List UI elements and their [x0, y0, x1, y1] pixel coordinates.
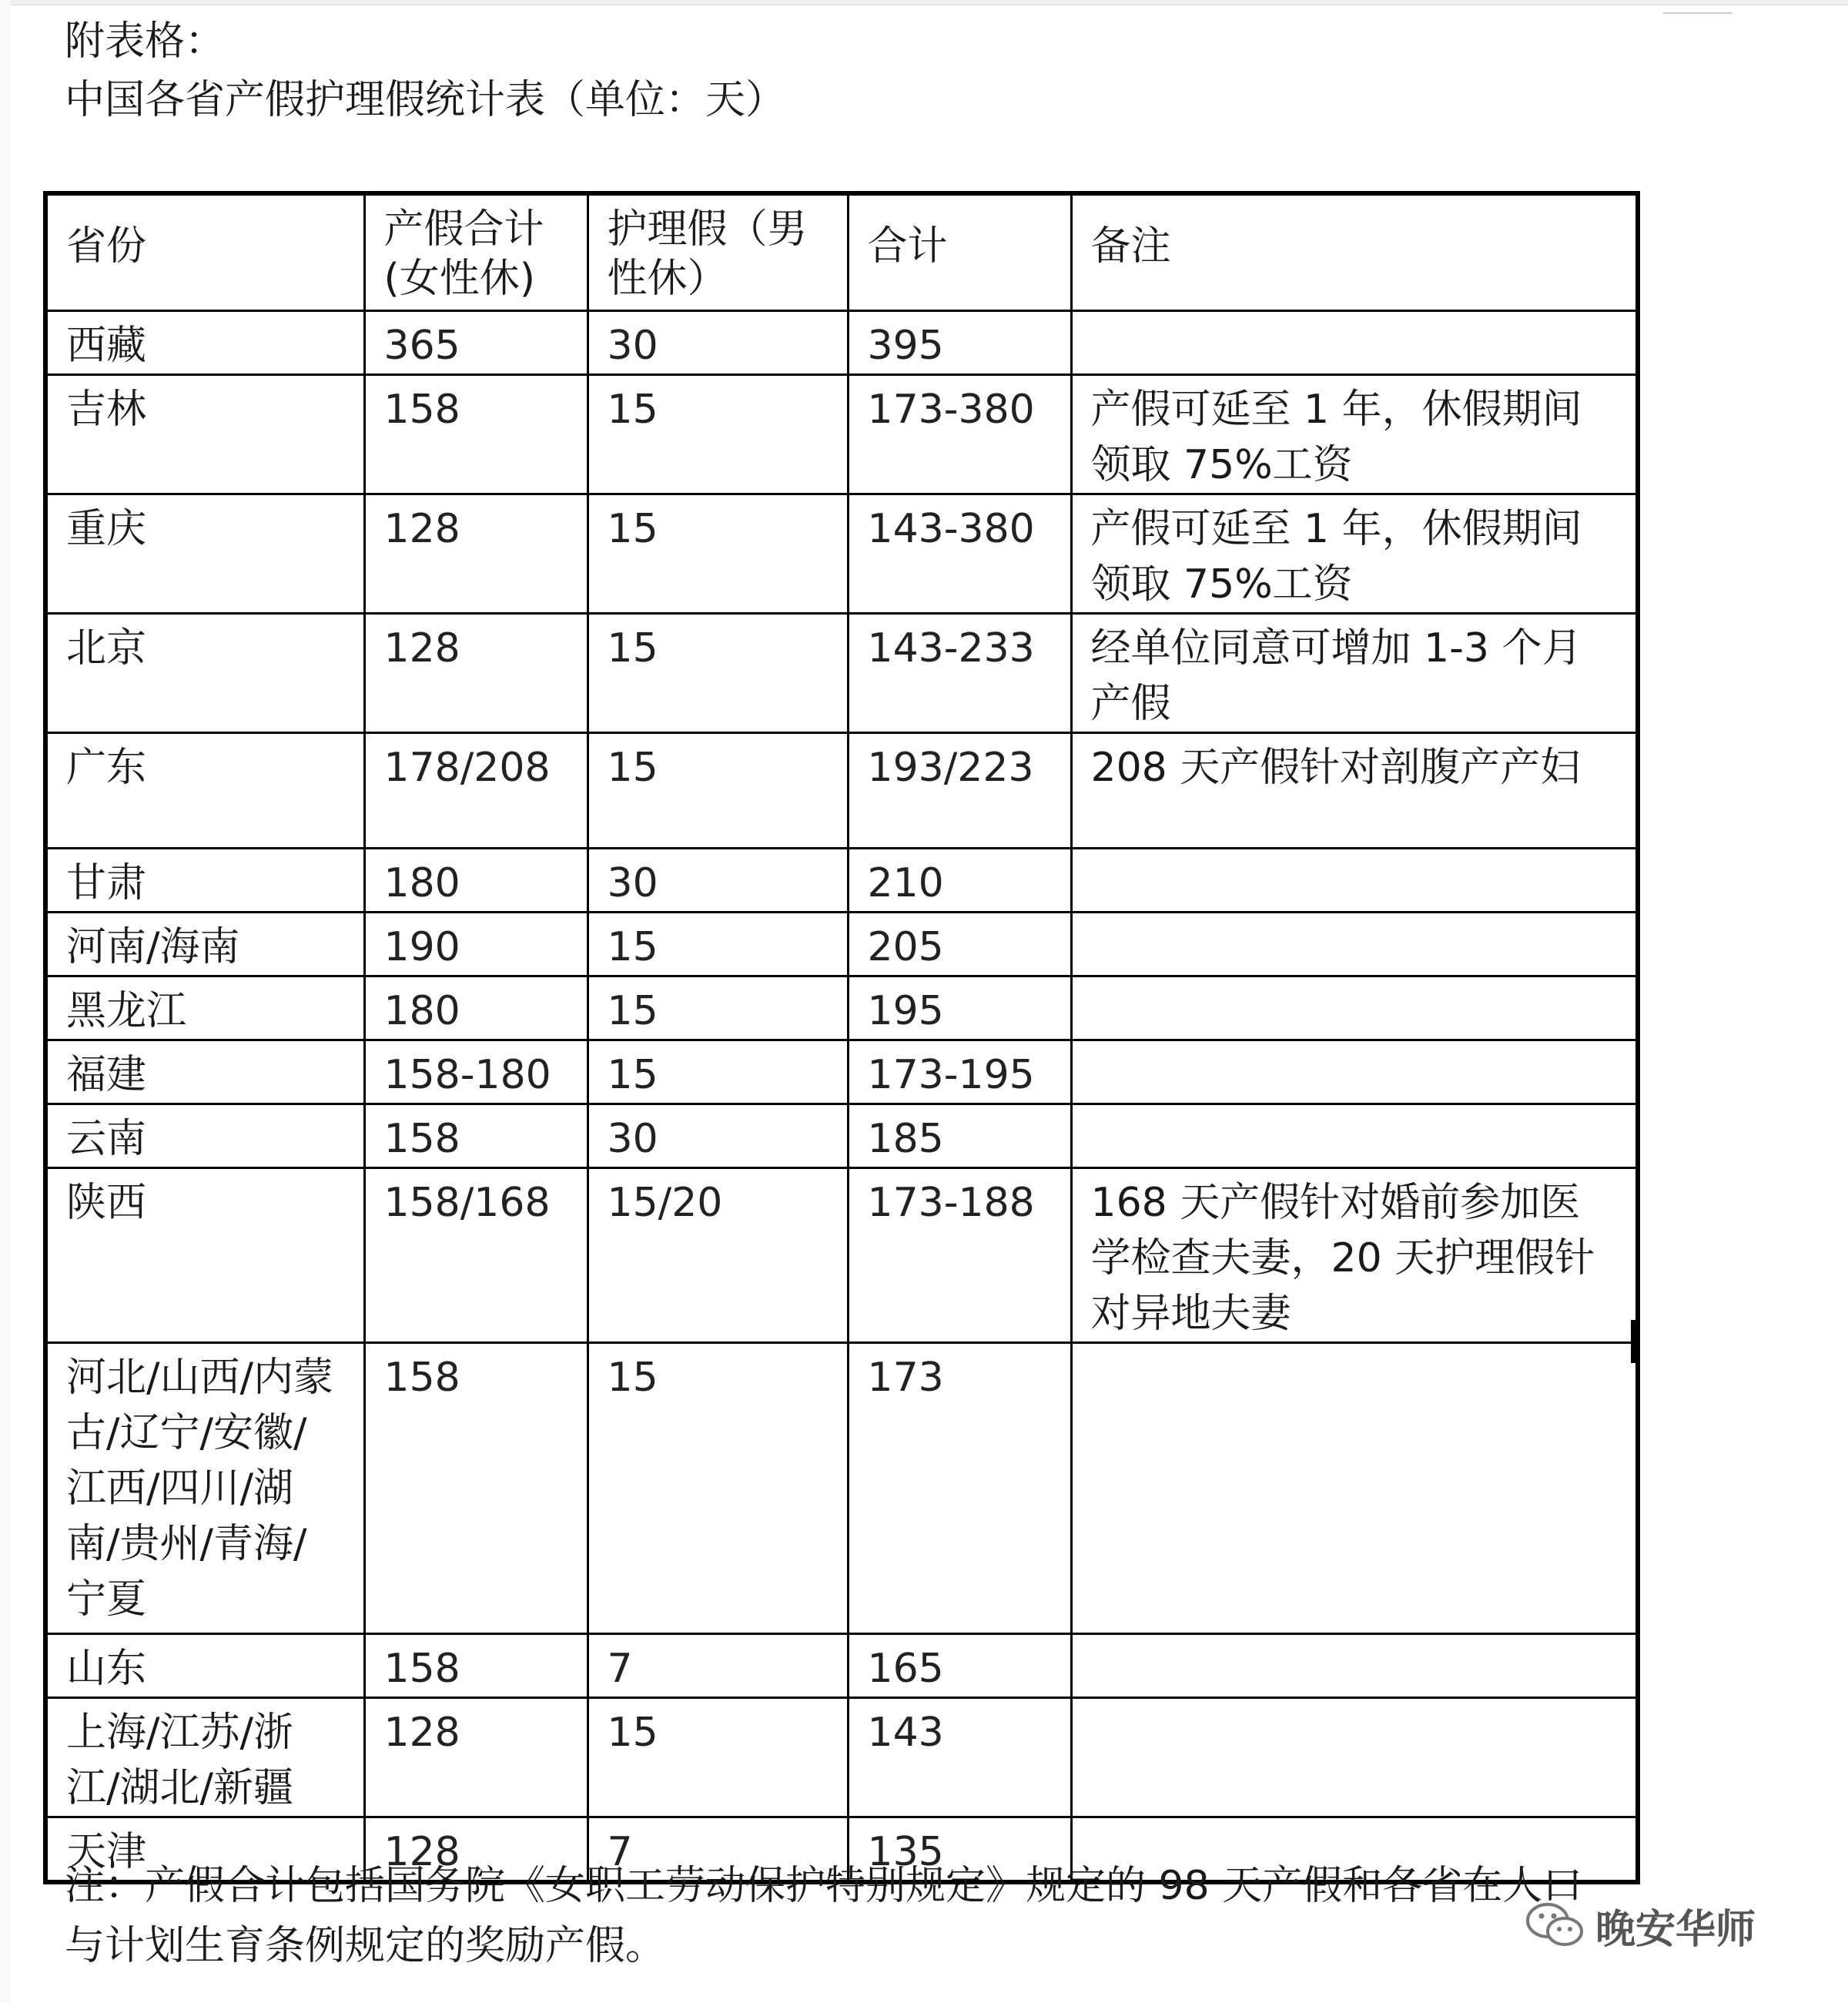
cell-paternity: 15	[588, 1697, 848, 1817]
cell-total: 135	[848, 1817, 1071, 1882]
cell-paternity: 15	[588, 1342, 848, 1633]
cell-province: 吉林	[45, 374, 364, 494]
top-mark	[1663, 0, 1732, 14]
cell-province: 重庆	[45, 494, 364, 613]
cell-province: 广东	[45, 732, 364, 848]
cell-maternity: 128	[364, 613, 588, 732]
cell-total: 395	[848, 310, 1071, 374]
cell-total: 173-195	[848, 1040, 1071, 1104]
cell-maternity: 158	[364, 1633, 588, 1697]
table-row	[45, 912, 1638, 976]
cell-province: 福建	[45, 1040, 364, 1104]
cell-province: 山东	[45, 1633, 364, 1697]
margin-mark	[1631, 1320, 1639, 1363]
cell-total: 205	[848, 912, 1071, 976]
col-header-total: 合计	[848, 193, 1071, 310]
page-edge	[0, 0, 11, 2003]
cell-maternity: 158	[364, 374, 588, 494]
cell-maternity: 178/208	[364, 732, 588, 848]
cell-province: 河南/海南	[45, 912, 364, 976]
cell-province: 西藏	[45, 310, 364, 374]
cell-maternity: 158-180	[364, 1040, 588, 1104]
cell-total: 185	[848, 1104, 1071, 1167]
table-row	[45, 494, 1638, 613]
cell-total: 173-380	[848, 374, 1071, 494]
cell-paternity: 15/20	[588, 1167, 848, 1342]
cell-province: 甘肃	[45, 848, 364, 912]
table-row	[45, 1104, 1638, 1167]
cell-maternity: 128	[364, 1817, 588, 1882]
cell-paternity: 15	[588, 976, 848, 1040]
cell-total: 143-380	[848, 494, 1071, 613]
cell-remark	[1071, 1104, 1638, 1167]
cell-maternity: 128	[364, 1697, 588, 1817]
col-header-remark: 备注	[1071, 193, 1638, 310]
cell-remark	[1071, 1342, 1638, 1633]
cell-paternity: 15	[588, 494, 848, 613]
cell-total: 143-233	[848, 613, 1071, 732]
table-row	[45, 1342, 1638, 1633]
cell-total: 195	[848, 976, 1071, 1040]
heading-label: 附表格：	[65, 18, 226, 65]
col-header-maternity: 产假合计(女性休)	[364, 193, 588, 310]
cell-paternity: 15	[588, 912, 848, 976]
cell-remark	[1071, 912, 1638, 976]
cell-paternity: 7	[588, 1633, 848, 1697]
cell-maternity: 158/168	[364, 1167, 588, 1342]
col-header-province: 省份	[45, 193, 364, 310]
table-title: 中国各省产假护理假统计表（单位：天）	[65, 77, 786, 123]
cell-remark: 168 天产假针对婚前参加医学检查夫妻，20 天护理假针对异地夫妻	[1071, 1167, 1638, 1342]
cell-total: 173	[848, 1342, 1071, 1633]
table-row	[45, 1633, 1638, 1697]
cell-paternity: 30	[588, 848, 848, 912]
cell-paternity: 15	[588, 374, 848, 494]
watermark	[1525, 1894, 1756, 1956]
table-row	[45, 848, 1638, 912]
cell-paternity: 15	[588, 613, 848, 732]
cell-remark: 经单位同意可增加 1-3 个月产假	[1071, 613, 1638, 732]
cell-total: 210	[848, 848, 1071, 912]
wechat-icon	[1525, 1901, 1586, 1950]
cell-maternity: 158	[364, 1342, 588, 1633]
cell-paternity: 7	[588, 1817, 848, 1882]
table-header-row	[45, 193, 1638, 310]
cell-maternity: 128	[364, 494, 588, 613]
cell-remark	[1071, 976, 1638, 1040]
cell-remark	[1071, 1633, 1638, 1697]
cell-province: 云南	[45, 1104, 364, 1167]
table-row	[45, 374, 1638, 494]
table-row	[45, 1040, 1638, 1104]
cell-total: 173-188	[848, 1167, 1071, 1342]
cell-maternity: 190	[364, 912, 588, 976]
table-row	[45, 613, 1638, 732]
footnote: 注：产假合计包括国务院《女职工劳动保护特别规定》规定的 98 天产假和各省在人口与计划生育条例规定的奖励产假。	[65, 1863, 1583, 1969]
col-header-paternity: 护理假（男性休）	[588, 193, 848, 310]
cell-province: 北京	[45, 613, 364, 732]
cell-total: 193/223	[848, 732, 1071, 848]
cell-paternity: 15	[588, 1040, 848, 1104]
cell-remark: 产假可延至 1 年，休假期间领取 75%工资	[1071, 374, 1638, 494]
cell-remark: 208 天产假针对剖腹产产妇	[1071, 732, 1638, 848]
cell-remark	[1071, 1040, 1638, 1104]
cell-paternity: 15	[588, 732, 848, 848]
table-row	[45, 732, 1638, 848]
cell-remark	[1071, 1697, 1638, 1817]
cell-maternity: 180	[364, 848, 588, 912]
table-row	[45, 310, 1638, 374]
cell-paternity: 30	[588, 310, 848, 374]
cell-maternity: 365	[364, 310, 588, 374]
cell-maternity: 180	[364, 976, 588, 1040]
cell-paternity: 30	[588, 1104, 848, 1167]
top-rule	[0, 0, 1848, 5]
table-row	[45, 1167, 1638, 1342]
table-row	[45, 1697, 1638, 1817]
cell-total: 165	[848, 1633, 1071, 1697]
cell-province: 天津	[45, 1817, 364, 1882]
cell-province: 陕西	[45, 1167, 364, 1342]
table-row	[45, 976, 1638, 1040]
cell-province: 黑龙江	[45, 976, 364, 1040]
cell-total: 143	[848, 1697, 1071, 1817]
cell-province: 河北/山西/内蒙古/辽宁/安徽/江西/四川/湖南/贵州/青海/宁夏	[45, 1342, 364, 1633]
cell-maternity: 158	[364, 1104, 588, 1167]
cell-remark	[1071, 848, 1638, 912]
cell-remark	[1071, 310, 1638, 374]
cell-province: 上海/江苏/浙江/湖北/新疆	[45, 1697, 364, 1817]
watermark-text: 晚安华师	[1595, 1906, 1756, 1953]
cell-remark: 产假可延至 1 年，休假期间领取 75%工资	[1071, 494, 1638, 613]
leave-table	[43, 191, 1640, 1884]
